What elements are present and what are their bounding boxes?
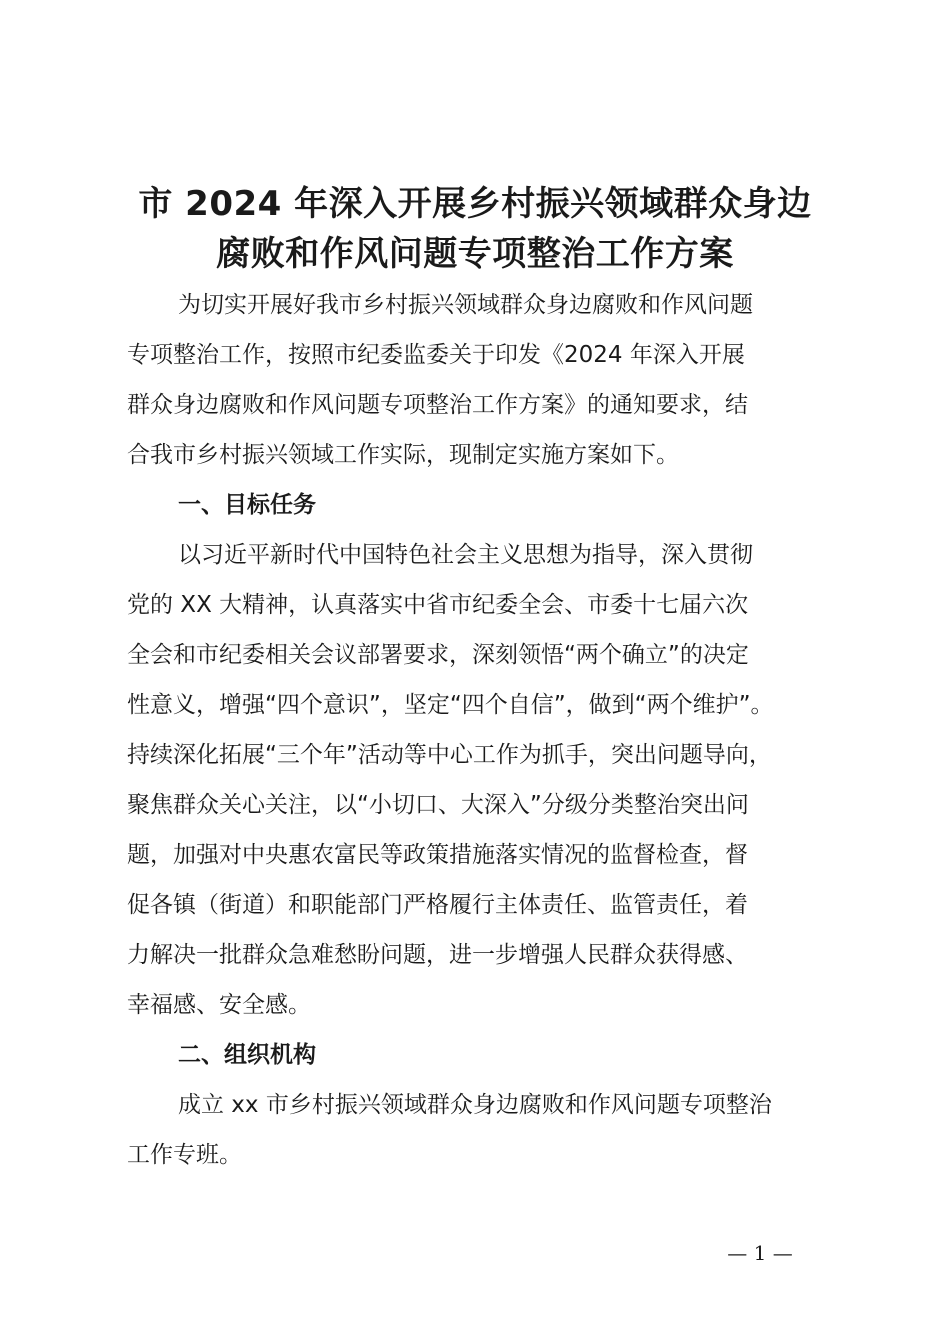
intro-line-3: 群众身边腐败和作风问题专项整治工作方案》的通知要求，结 — [127, 392, 748, 418]
section-1-line-6: 聚焦群众关心关注，以“小切口、大深入”分级分类整治突出问 — [127, 792, 749, 818]
section-2-line-2: 工作专班。 — [127, 1142, 242, 1168]
section-1-line-9: 力解决一批群众急难愁盼问题，进一步增强人民群众获得感、 — [127, 942, 748, 968]
intro-line-1: 为切实开展好我市乡村振兴领域群众身边腐败和作风问题 — [178, 292, 753, 318]
section-1-line-1: 以习近平新时代中国特色社会主义思想为指导，深入贯彻 — [178, 542, 753, 568]
section-1-line-3: 全会和市纪委相关会议部署要求，深刻领悟“两个确立”的决定 — [127, 642, 749, 668]
section-1-line-4: 性意义，增强“四个意识”，坚定“四个自信”，做到“两个维护”。 — [127, 692, 774, 718]
document-title-line-1: 市 2024 年深入开展乡村振兴领域群众身边 — [138, 184, 812, 224]
section-1-line-2: 党的 XX 大精神，认真落实中省市纪委全会、市委十七届六次 — [127, 592, 749, 618]
section-1-line-10: 幸福感、安全感。 — [127, 992, 311, 1018]
intro-line-2: 专项整治工作，按照市纪委监委关于印发《2024 年深入开展 — [127, 342, 745, 368]
intro-line-4: 合我市乡村振兴领域工作实际，现制定实施方案如下。 — [127, 442, 679, 468]
section-2-line-1: 成立 xx 市乡村振兴领域群众身边腐败和作风问题专项整治 — [178, 1092, 772, 1118]
section-1-line-5: 持续深化拓展“三个年”活动等中心工作为抓手，突出问题导向， — [127, 742, 772, 768]
page-number: — 1 — — [727, 1241, 793, 1265]
document-title-line-2: 腐败和作风问题专项整治工作方案 — [216, 234, 734, 274]
section-1-line-7: 题，加强对中央惠农富民等政策措施落实情况的监督检查，督 — [127, 842, 748, 868]
section-1-heading: 一、目标任务 — [178, 492, 316, 518]
section-1-line-8: 促各镇（街道）和职能部门严格履行主体责任、监管责任，着 — [127, 892, 748, 918]
section-2-heading: 二、组织机构 — [178, 1042, 316, 1068]
